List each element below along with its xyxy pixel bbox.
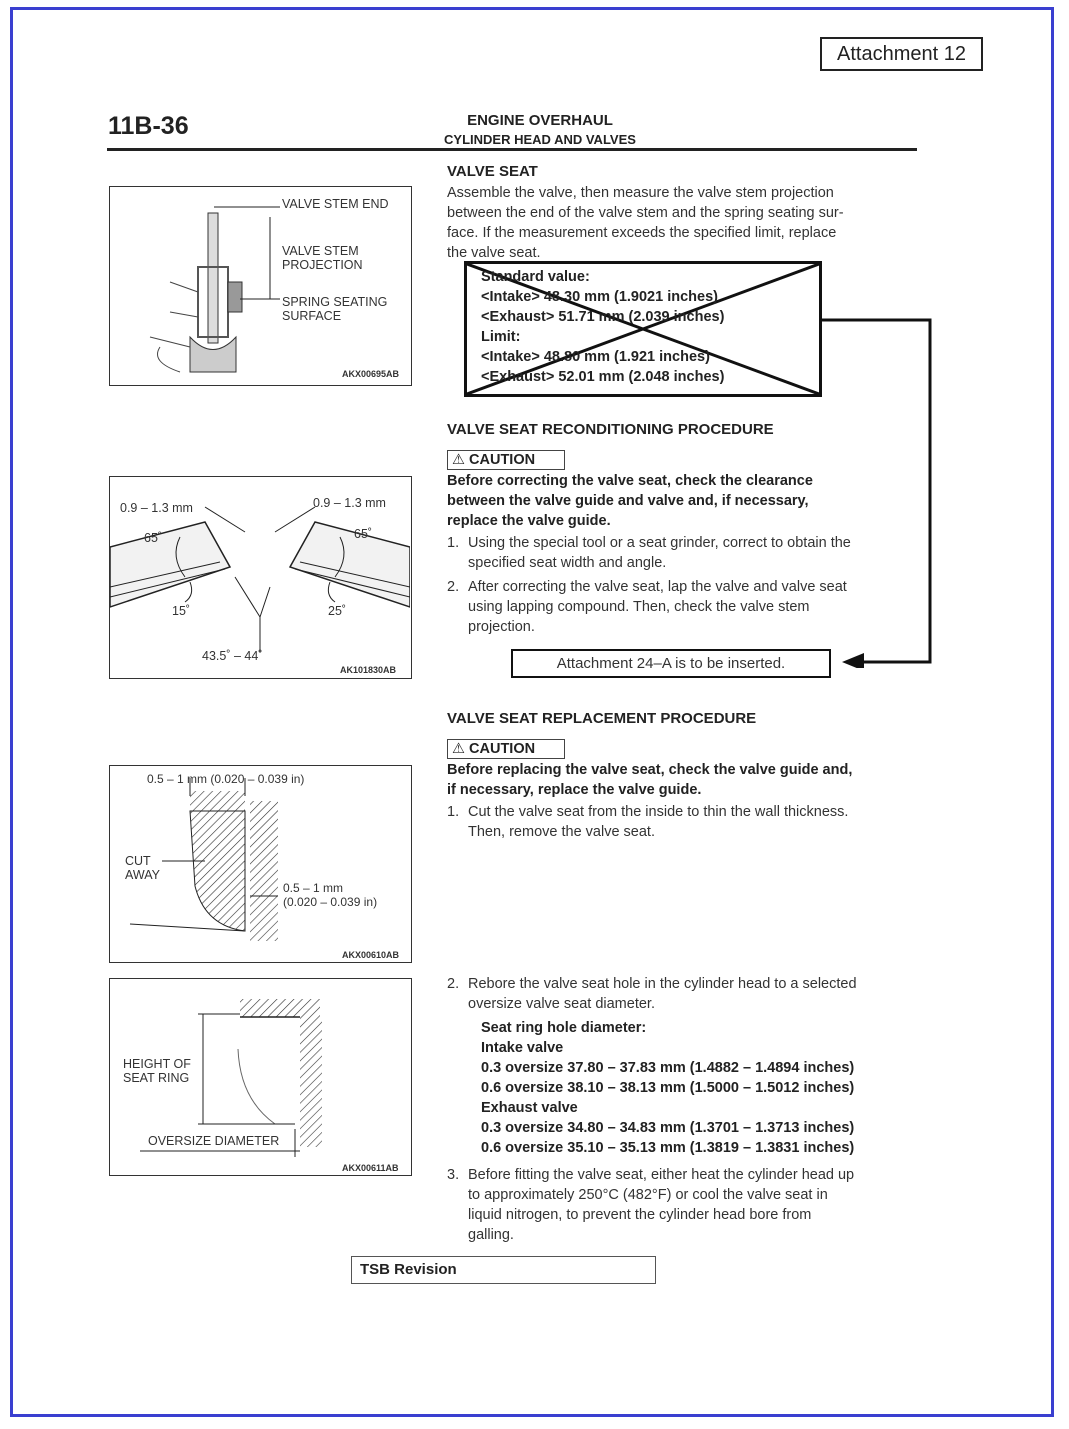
header-rule bbox=[107, 148, 917, 151]
step-line: Using the special tool or a seat grinder, correct to obtain the bbox=[468, 535, 851, 551]
caution-line: replace the valve guide. bbox=[447, 513, 611, 529]
fig2-dim-right: 0.9 – 1.3 mm bbox=[313, 496, 386, 510]
step-line: Cut the valve seat from the inside to thin the wall thickness. bbox=[468, 804, 849, 820]
fig2-dim-left: 0.9 – 1.3 mm bbox=[120, 501, 193, 515]
spec-intake-06: 0.6 oversize 38.10 – 38.13 mm (1.5000 – 1.5012 inches) bbox=[481, 1080, 855, 1096]
fig4-code: AKX00611AB bbox=[342, 1163, 399, 1173]
caution-label: CAUTION bbox=[469, 741, 536, 757]
fig4-label-height-1: HEIGHT OF bbox=[123, 1057, 191, 1071]
replacement-caution-text bbox=[447, 760, 852, 800]
attachment-label: Attachment 12 bbox=[820, 37, 983, 71]
fig4-label-height-2: SEAT RING bbox=[123, 1071, 190, 1085]
step-line: Then, remove the valve seat. bbox=[468, 824, 655, 840]
step-line: Before fitting the valve seat, either heat the cylinder head up bbox=[468, 1167, 855, 1183]
spec-limit-exhaust: <Exhaust> 52.01 mm (2.048 inches) bbox=[481, 369, 725, 385]
reconditioning-caution-text bbox=[447, 471, 813, 531]
step-number: 2. bbox=[447, 976, 460, 992]
spec-intake-03: 0.3 oversize 37.80 – 37.83 mm (1.4882 – 1.4894 inches) bbox=[481, 1060, 855, 1076]
reconditioning-caution-badge bbox=[447, 450, 565, 470]
spec-limit-intake: <Intake> 48.80 mm (1.921 inches) bbox=[481, 349, 710, 365]
step-line: galling. bbox=[468, 1227, 514, 1243]
step-number: 1. bbox=[447, 535, 460, 551]
seat-ring-hole-spec bbox=[481, 1018, 854, 1158]
valve-diagram bbox=[110, 187, 410, 384]
step-line: After correcting the valve seat, lap the valve and valve seat bbox=[468, 579, 847, 595]
step-line: to approximately 250°C (482°F) or cool the valve seat in bbox=[468, 1187, 828, 1203]
spec-exhaust-label: Exhaust valve bbox=[481, 1100, 578, 1116]
valve-seat-body bbox=[447, 183, 844, 263]
figure-valve-stem-projection bbox=[109, 186, 412, 386]
fig2-angle-65-right: 65˚ bbox=[354, 527, 373, 541]
fig1-label-spring-1: SPRING SEATING bbox=[282, 295, 388, 309]
spec-exhaust-03: 0.3 oversize 34.80 – 34.83 mm (1.3701 – 1.3713 inches) bbox=[481, 1120, 855, 1136]
step-line: specified seat width and angle. bbox=[468, 555, 667, 571]
fig1-code: AKX00695AB bbox=[342, 369, 400, 379]
section-subtitle: CYLINDER HEAD AND VALVES bbox=[444, 132, 636, 147]
body-line: face. If the measurement exceeds the specified limit, replace bbox=[447, 225, 837, 241]
fig3-label-cut-2: AWAY bbox=[125, 868, 160, 882]
attachment-24a-note: Attachment 24–A is to be inserted. bbox=[511, 649, 831, 678]
fig2-angle-bottom: 43.5˚ – 44˚ bbox=[202, 649, 263, 663]
step-line: oversize valve seat diameter. bbox=[468, 996, 655, 1012]
body-line: the valve seat. bbox=[447, 245, 541, 261]
spec-limit-label: Limit: bbox=[481, 329, 521, 345]
caution-line: if necessary, replace the valve guide. bbox=[447, 782, 702, 798]
warning-triangle-icon: ⚠ bbox=[452, 741, 465, 757]
fig3-dim-top: 0.5 – 1 mm (0.020 – 0.039 in) bbox=[147, 772, 305, 786]
fig3-dim-right-2: (0.020 – 0.039 in) bbox=[283, 895, 378, 909]
fig2-angle-65-left: 65˚ bbox=[144, 531, 163, 545]
spec-standard-exhaust: <Exhaust> 51.71 mm (2.039 inches) bbox=[481, 309, 725, 325]
fig4-label-oversize: OVERSIZE DIAMETER bbox=[148, 1134, 280, 1148]
replacement-step-3 bbox=[468, 1165, 854, 1245]
figure-seat-angles bbox=[109, 476, 412, 679]
replacement-heading: VALVE SEAT REPLACEMENT PROCEDURE bbox=[447, 710, 757, 727]
replacement-step-2 bbox=[468, 974, 857, 1014]
fig2-angle-25: 25˚ bbox=[328, 604, 347, 618]
figure-seat-ring-height bbox=[109, 978, 412, 1176]
reconditioning-step-2 bbox=[468, 577, 847, 637]
page-number: 11B-36 bbox=[108, 112, 189, 140]
fig1-label-spring-2: SURFACE bbox=[282, 309, 342, 323]
fig3-label-cut-1: CUT bbox=[125, 854, 151, 868]
cut-away-diagram bbox=[110, 766, 410, 961]
fig3-code: AKX00610AB bbox=[342, 950, 400, 960]
step-line: using lapping compound. Then, check the valve stem bbox=[468, 599, 810, 615]
figure-cut-away bbox=[109, 765, 412, 963]
warning-triangle-icon: ⚠ bbox=[452, 452, 465, 468]
caution-line: Before correcting the valve seat, check the clearance bbox=[447, 473, 813, 489]
fig1-label-projection-2: PROJECTION bbox=[282, 258, 363, 272]
caution-line: between the valve guide and valve and, if necessary, bbox=[447, 493, 809, 509]
step-line: liquid nitrogen, to prevent the cylinder head bore from bbox=[468, 1207, 812, 1223]
fig2-angle-15: 15˚ bbox=[172, 604, 191, 618]
replacement-step-1 bbox=[468, 802, 848, 842]
spec-standard-label: Standard value: bbox=[481, 269, 590, 285]
tsb-revision-box: TSB Revision bbox=[351, 1256, 656, 1284]
spec-standard-intake: <Intake> 48.30 mm (1.9021 inches) bbox=[481, 289, 718, 305]
body-line: between the end of the valve stem and the spring seating sur- bbox=[447, 205, 844, 221]
spec-exhaust-06: 0.6 oversize 35.10 – 35.13 mm (1.3819 – 1.3831 inches) bbox=[481, 1140, 855, 1156]
fig1-label-stem-end: VALVE STEM END bbox=[282, 197, 389, 211]
step-number: 1. bbox=[447, 804, 460, 820]
step-line: projection. bbox=[468, 619, 535, 635]
reconditioning-heading: VALVE SEAT RECONDITIONING PROCEDURE bbox=[447, 421, 774, 438]
step-line: Rebore the valve seat hole in the cylinder head to a selected bbox=[468, 976, 857, 992]
replacement-caution-badge bbox=[447, 739, 565, 759]
spec-title: Seat ring hole diameter: bbox=[481, 1020, 647, 1036]
body-line: Assemble the valve, then measure the valve stem projection bbox=[447, 185, 834, 201]
section-title: ENGINE OVERHAUL bbox=[467, 112, 613, 129]
valve-seat-heading: VALVE SEAT bbox=[447, 163, 538, 180]
caution-label: CAUTION bbox=[469, 452, 536, 468]
spec-intake-label: Intake valve bbox=[481, 1040, 564, 1056]
fig3-dim-right-1: 0.5 – 1 mm bbox=[283, 881, 344, 895]
step-number: 3. bbox=[447, 1167, 460, 1183]
reconditioning-step-1 bbox=[468, 533, 851, 573]
fig2-code: AK101830AB bbox=[340, 665, 397, 675]
fig1-label-projection-1: VALVE STEM bbox=[282, 244, 359, 258]
caution-line: Before replacing the valve seat, check the valve guide and, bbox=[447, 762, 853, 778]
step-number: 2. bbox=[447, 579, 460, 595]
